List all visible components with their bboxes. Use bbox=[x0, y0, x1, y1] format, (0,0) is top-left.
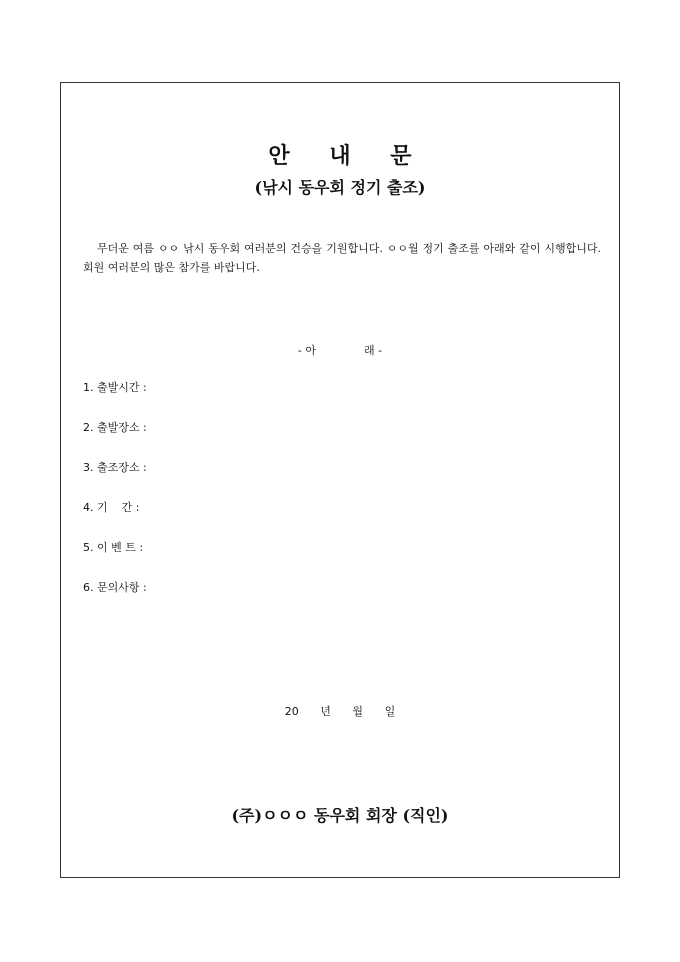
item-number: 4. bbox=[83, 501, 94, 514]
item-list bbox=[83, 380, 147, 620]
list-item bbox=[83, 580, 147, 620]
document-frame bbox=[60, 82, 620, 878]
below-heading-right: 래 - bbox=[364, 344, 383, 357]
list-item bbox=[83, 380, 147, 420]
item-number: 3. bbox=[83, 461, 94, 474]
signature-line: (주)ㅇㅇㅇ 동우회 회장 (직인) bbox=[231, 806, 449, 825]
title-char: 안 bbox=[268, 143, 290, 169]
below-heading-left: - 아 bbox=[297, 344, 316, 357]
date-year: 20 bbox=[284, 705, 299, 718]
item-label: 출조장소 : bbox=[97, 461, 147, 474]
item-label: 출발장소 : bbox=[97, 421, 147, 434]
document-subtitle: (낚시 동우회 정기 출조) bbox=[254, 178, 426, 197]
item-number: 2. bbox=[83, 421, 94, 434]
list-item bbox=[83, 420, 147, 460]
date-line bbox=[61, 703, 619, 719]
list-item bbox=[83, 460, 147, 500]
item-number: 1. bbox=[83, 381, 94, 394]
list-item bbox=[83, 500, 147, 540]
item-label: 이 벤 트 : bbox=[97, 541, 144, 554]
document-title bbox=[61, 139, 619, 170]
title-char: 문 bbox=[390, 143, 412, 169]
date-month-unit: 월 bbox=[352, 705, 364, 718]
below-heading bbox=[61, 342, 619, 358]
item-label: 문의사항 : bbox=[97, 581, 147, 594]
item-label: 기 간 : bbox=[97, 501, 140, 514]
list-item bbox=[83, 540, 147, 580]
item-label: 출발시간 : bbox=[97, 381, 147, 394]
date-day-unit: 일 bbox=[384, 705, 396, 718]
item-number: 5. bbox=[83, 541, 94, 554]
title-char: 내 bbox=[329, 143, 351, 169]
intro-paragraph: 무더운 여름 ㅇㅇ 낚시 동우회 여러분의 건승을 기원합니다. ㅇㅇ월 정기 출조를 아래와 같이 시행합니다. 회원 여러분의 많은 참가를 바랍니다. bbox=[83, 242, 601, 274]
item-number: 6. bbox=[83, 581, 94, 594]
date-year-unit: 년 bbox=[320, 705, 331, 718]
